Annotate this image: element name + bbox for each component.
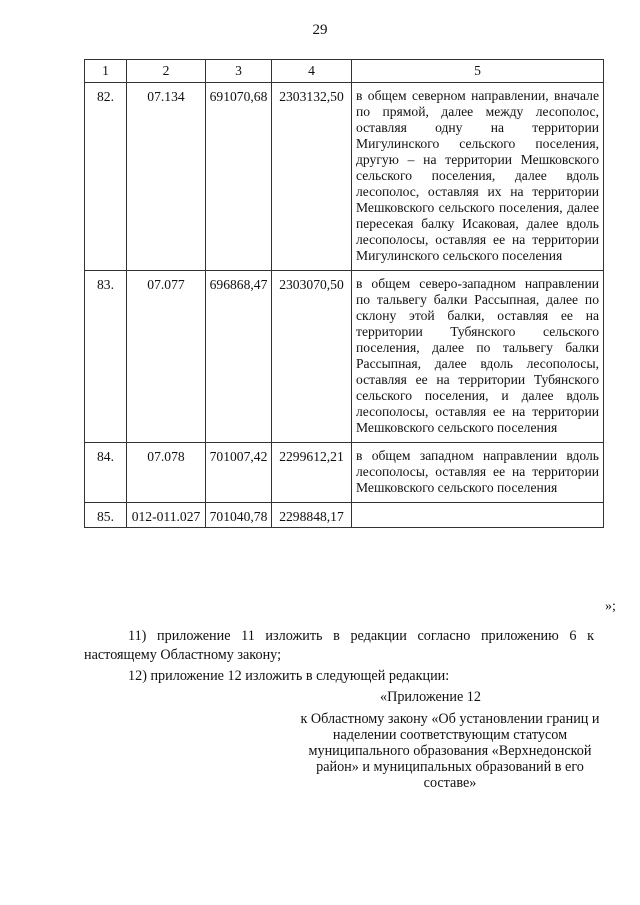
row-number-cell: 85. bbox=[85, 503, 127, 528]
boundary-table bbox=[84, 59, 604, 528]
boundary-description-cell bbox=[352, 503, 604, 528]
column-header: 3 bbox=[206, 60, 272, 83]
point-code-cell: 07.078 bbox=[127, 443, 206, 503]
column-header: 4 bbox=[272, 60, 352, 83]
amendment-item-11: 11) приложение 11 изложить в редакции согласно приложению 6 к настоящему Областному закону; bbox=[84, 628, 594, 663]
page-number: 29 bbox=[312, 22, 328, 38]
appendix-caption: к Областному закону «Об установлении границ и наделении соответствующим статусом муниципального образования «Верхнедонской район» и муниципальных образований в его составе» bbox=[300, 711, 600, 791]
column-header: 2 bbox=[127, 60, 206, 83]
coordinate-y-cell: 2298848,17 bbox=[272, 503, 352, 528]
point-code-cell: 07.077 bbox=[127, 271, 206, 443]
boundary-description-cell: в общем северном направлении, вначале по прямой, далее между лесополос, оставляя одну на территории Мигулинского сельского поселения, другую – на территории Мешковского сельского поселения, далее вдоль лесополос, оставляя их на территории Мешковского сельского поселения, далее пересекая балку Исаковая, далее вдоль лесополосы, оставляя ее на территории Мигулинского сельского поселения bbox=[352, 83, 604, 271]
coordinate-y-cell: 2303070,50 bbox=[272, 271, 352, 443]
point-code-cell: 07.134 bbox=[127, 83, 206, 271]
coordinate-x-cell: 691070,68 bbox=[206, 83, 272, 271]
coordinate-x-cell: 701007,42 bbox=[206, 443, 272, 503]
coordinate-y-cell: 2299612,21 bbox=[272, 443, 352, 503]
coordinate-x-cell: 701040,78 bbox=[206, 503, 272, 528]
column-header: 1 bbox=[85, 60, 127, 83]
point-code-cell: 012-011.027 bbox=[127, 503, 206, 528]
coordinate-y-cell: 2303132,50 bbox=[272, 83, 352, 271]
table-header-row bbox=[85, 60, 604, 83]
column-header: 5 bbox=[352, 60, 604, 83]
table-row bbox=[85, 271, 604, 443]
coordinate-x-cell: 696868,47 bbox=[206, 271, 272, 443]
row-number-cell: 84. bbox=[85, 443, 127, 503]
table-closing-mark: »; bbox=[605, 599, 616, 614]
row-number-cell: 83. bbox=[85, 271, 127, 443]
row-number-cell: 82. bbox=[85, 83, 127, 271]
amendment-item-12: 12) приложение 12 изложить в следующей редакции: bbox=[128, 668, 450, 684]
table-row bbox=[85, 443, 604, 503]
boundary-description-cell: в общем западном направлении вдоль лесополосы, оставляя ее на территории Мешковского сельского поселения bbox=[352, 443, 604, 503]
table-row bbox=[85, 503, 604, 528]
boundary-description-cell: в общем северо-западном направлении по тальвегу балки Рассыпная, далее по склону этой балки, оставляя ее на территории Тубянского сельского поселения, далее по тальвегу балки Рассыпная, далее вдоль лесополосы, оставляя ее на территории Тубянского сельского поселения, и далее вдоль лесополосы, оставляя ее на территории Мешковского сельского поселения bbox=[352, 271, 604, 443]
appendix-title: «Приложение 12 bbox=[380, 689, 481, 705]
table-row bbox=[85, 83, 604, 271]
